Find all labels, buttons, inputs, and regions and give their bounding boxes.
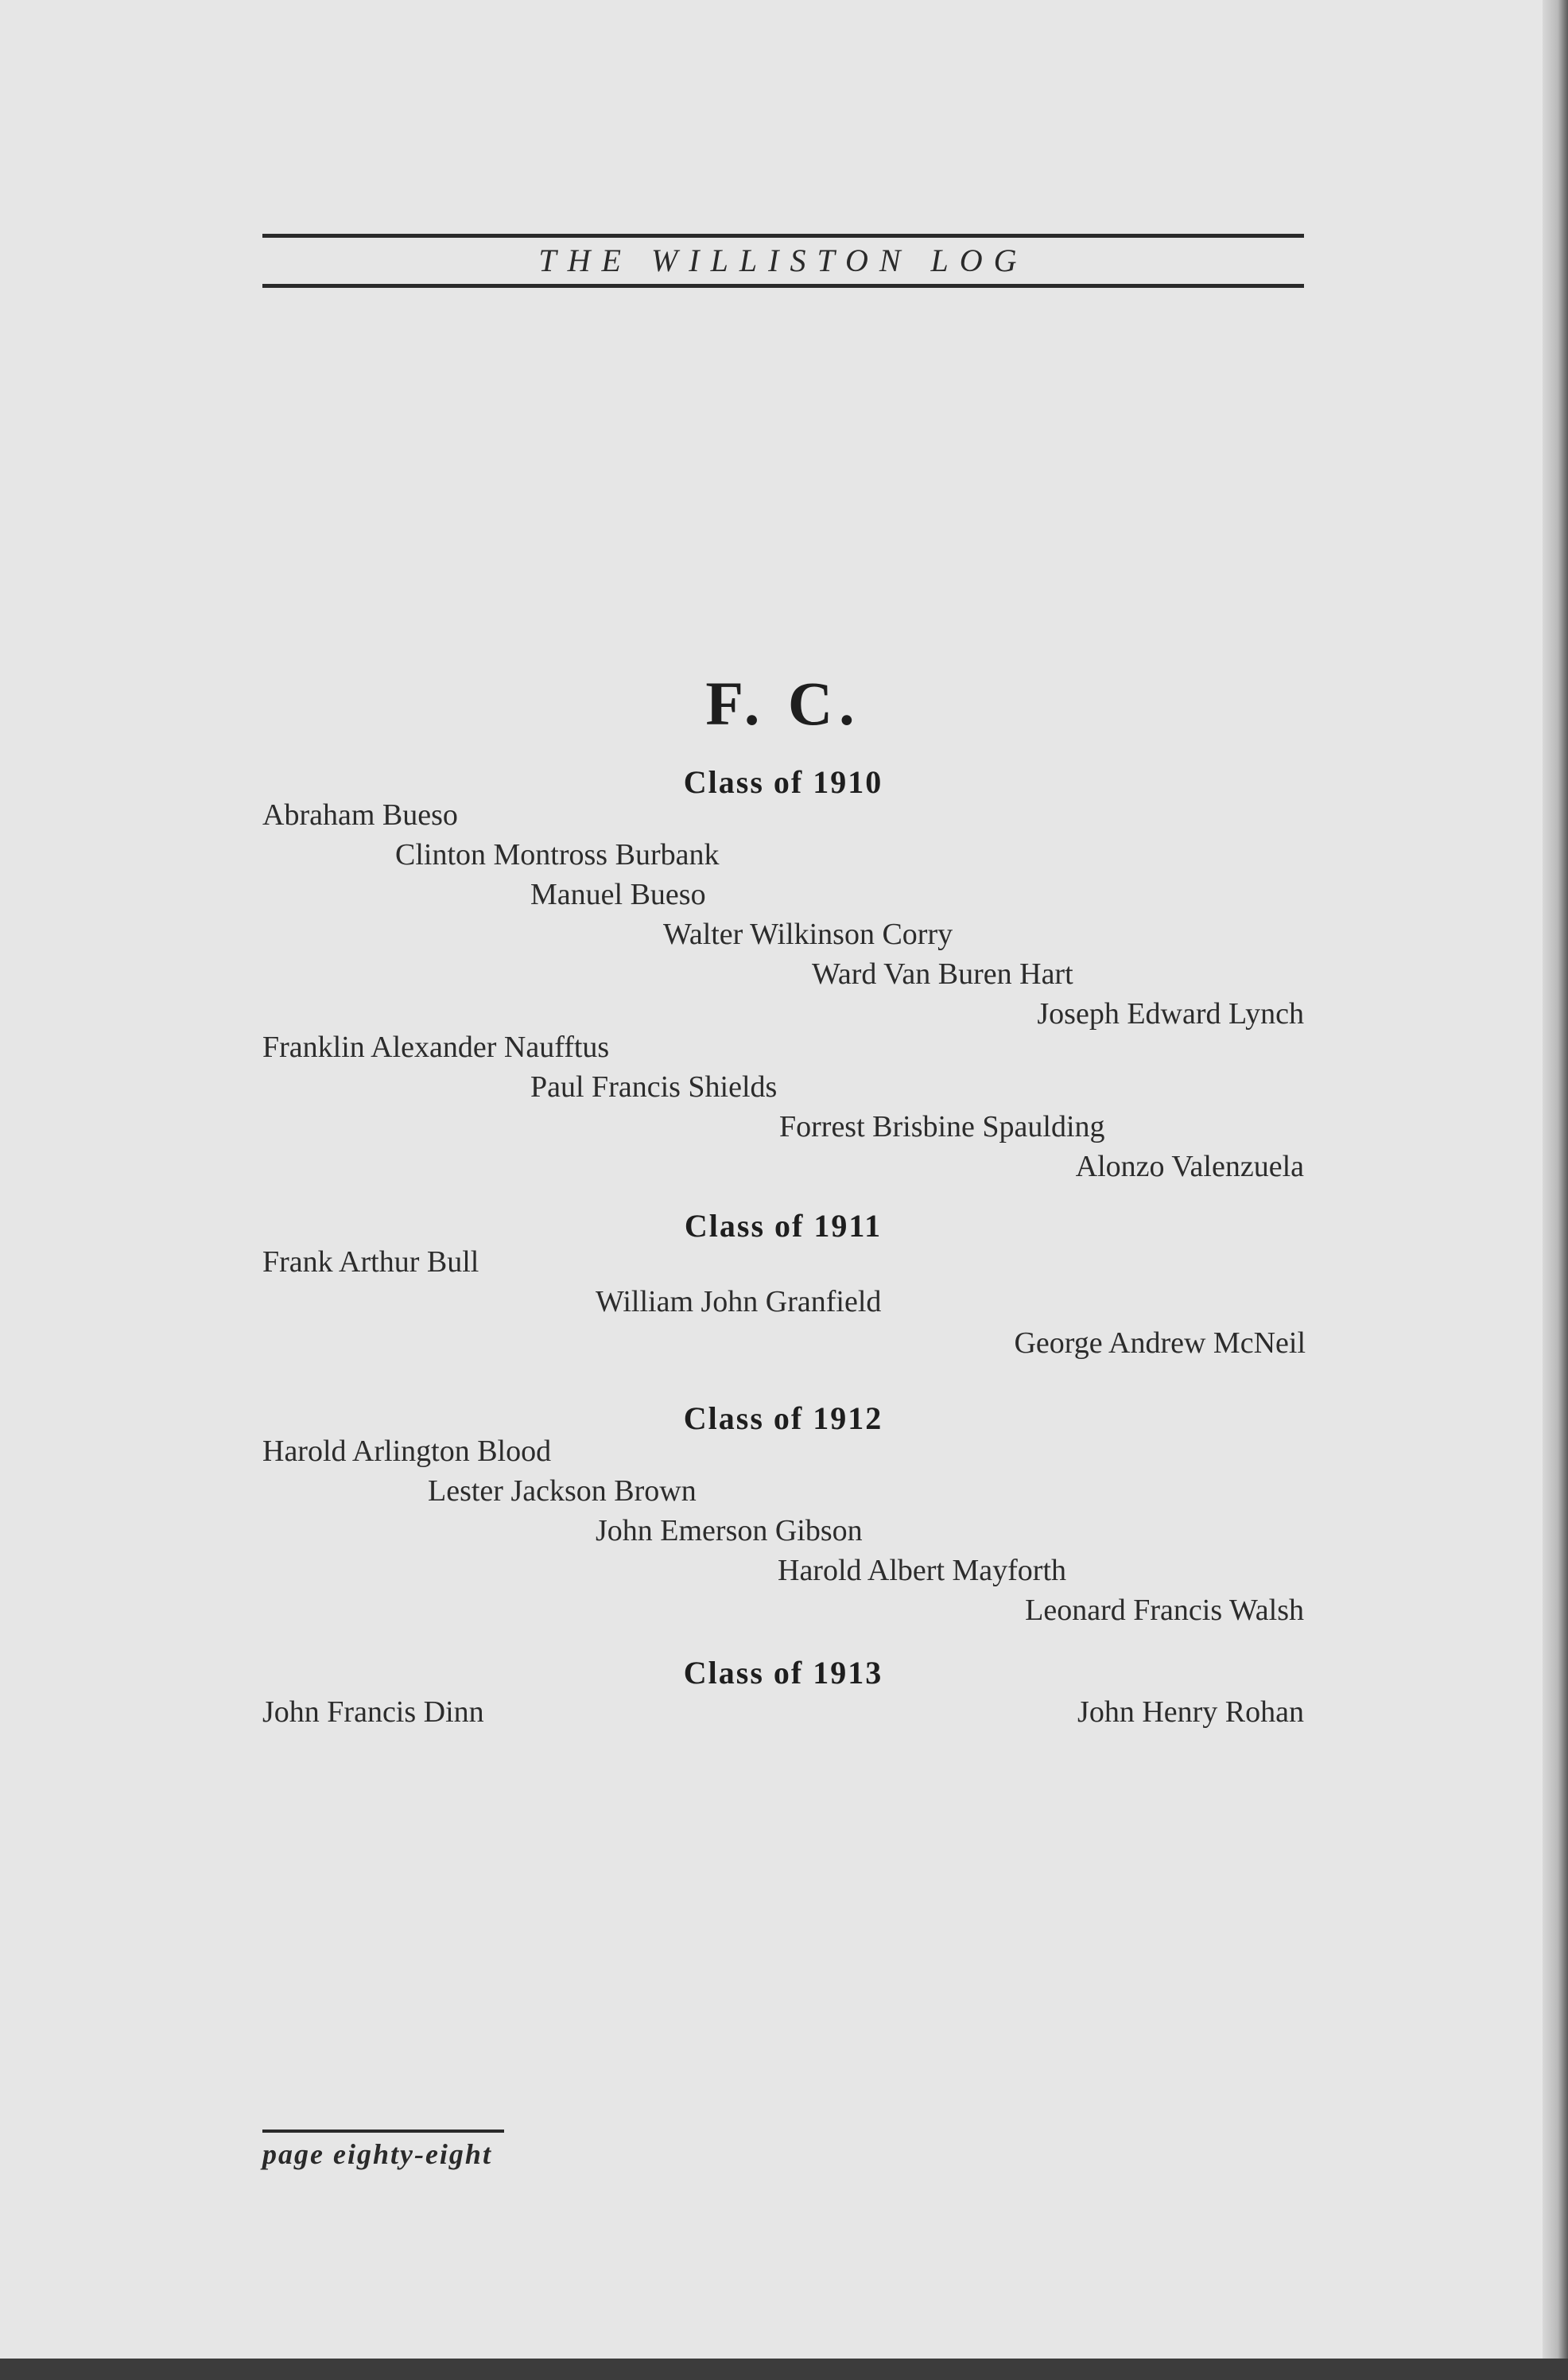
- list-item: John Emerson Gibson: [596, 1514, 863, 1547]
- list-item: Franklin Alexander Naufftus: [262, 1031, 610, 1064]
- page-edge: [1543, 0, 1568, 2380]
- list-item: Lester Jackson Brown: [428, 1474, 697, 1508]
- list-item: George Andrew McNeil: [1014, 1326, 1306, 1360]
- page-heading: F. C.: [705, 669, 861, 738]
- list-item: Clinton Montross Burbank: [395, 838, 720, 872]
- page-number: page eighty-eight: [262, 2138, 492, 2170]
- header-rule-bottom: [262, 284, 1304, 288]
- footer-rule: [262, 2130, 504, 2133]
- list-item: Manuel Bueso: [530, 878, 706, 911]
- running-header: THE WILLISTON LOG: [538, 243, 1028, 278]
- header-rule-top: [262, 234, 1304, 238]
- list-item: Abraham Bueso: [262, 798, 458, 832]
- list-item: Ward Van Buren Hart: [812, 957, 1073, 991]
- class-heading-1911: Class of 1911: [684, 1208, 883, 1244]
- scan-border: [0, 2359, 1568, 2380]
- list-item: Harold Arlington Blood: [262, 1435, 552, 1468]
- list-item: Joseph Edward Lynch: [1037, 997, 1304, 1031]
- list-item: John Francis Dinn: [262, 1695, 484, 1729]
- list-item: Alonzo Valenzuela: [1075, 1150, 1304, 1183]
- class-heading-1912: Class of 1912: [683, 1400, 883, 1436]
- list-item: William John Granfield: [596, 1285, 882, 1318]
- class-heading-1913: Class of 1913: [683, 1655, 883, 1691]
- list-item: Leonard Francis Walsh: [1025, 1594, 1304, 1627]
- list-item: Forrest Brisbine Spaulding: [779, 1110, 1105, 1143]
- list-item: Paul Francis Shields: [530, 1070, 778, 1104]
- class-heading-1910: Class of 1910: [683, 764, 883, 800]
- list-item: Frank Arthur Bull: [262, 1245, 479, 1279]
- list-item: John Henry Rohan: [1077, 1695, 1304, 1729]
- list-item: Walter Wilkinson Corry: [663, 918, 953, 951]
- list-item: Harold Albert Mayforth: [778, 1554, 1067, 1587]
